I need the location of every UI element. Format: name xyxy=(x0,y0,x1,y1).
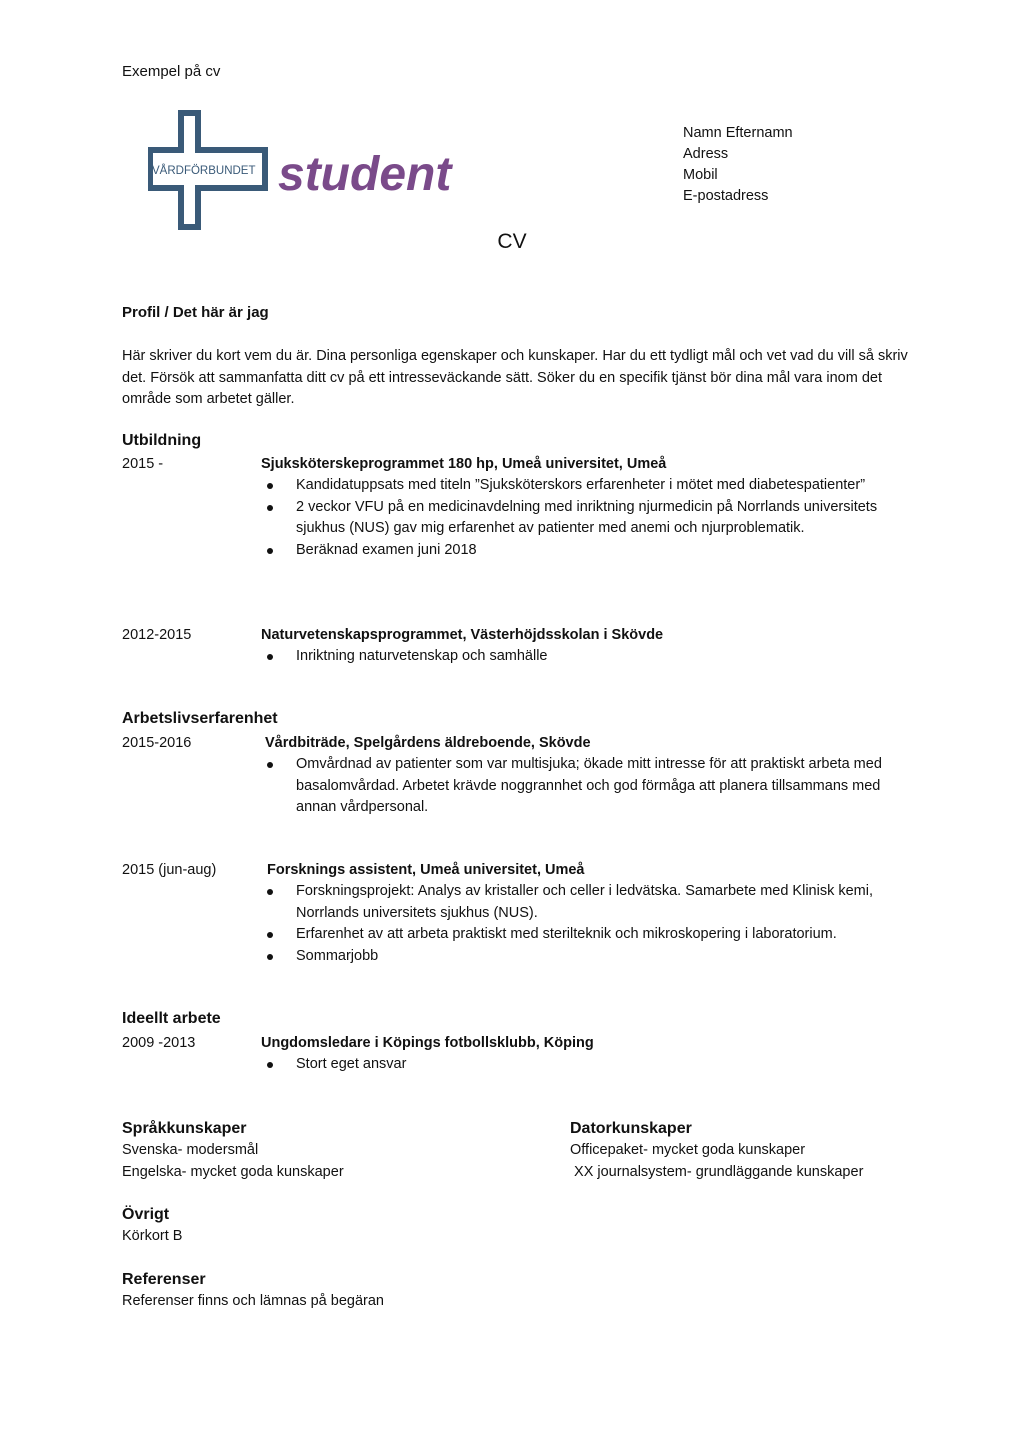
work-entry xyxy=(122,859,912,967)
bullet-icon xyxy=(267,548,273,554)
bullet-icon xyxy=(267,954,273,960)
entry-title: Sjuksköterskeprogrammet 180 hp, Umeå universitet, Umeå xyxy=(261,456,667,472)
list-item: Erfarenhet av att arbeta praktiskt med sterilteknik och mikroskopering i laboratorium. xyxy=(122,924,906,946)
work-entry xyxy=(122,732,912,819)
bullet-icon xyxy=(267,932,273,938)
list-item: Inriktning naturvetenskap och samhälle xyxy=(122,646,906,668)
list-item: Stort eget ansvar xyxy=(122,1054,906,1076)
education-entry xyxy=(122,453,912,561)
references-section xyxy=(122,1269,384,1313)
education-entry xyxy=(122,624,912,668)
list-item: Omvårdnad av patienter som var multisjuka; ökade mitt intresse för att praktiskt arbeta med basalomvårdad. Arbetet krävde noggrannhet och god förmåga att planera tillsammans med annan vårdpersonal. xyxy=(122,754,906,819)
languages-section xyxy=(122,1118,344,1183)
contact-address: Adress xyxy=(683,146,729,162)
education-heading: Utbildning xyxy=(122,432,202,449)
bullet-icon xyxy=(267,1062,273,1068)
entry-date: 2015-2016 xyxy=(122,735,192,751)
entry-date: 2015 - xyxy=(122,456,164,472)
work-heading: Arbetslivserfarenhet xyxy=(122,710,278,727)
entry-title: Vårdbiträde, Spelgårdens äldreboende, Skövde xyxy=(265,735,591,751)
computer-item: Officepaket- mycket goda kunskaper xyxy=(570,1142,806,1158)
logo-word: student xyxy=(278,148,452,201)
profile-heading: Profil / Det här är jag xyxy=(122,304,269,321)
bullet-icon xyxy=(267,654,273,660)
languages-heading: Språkkunskaper xyxy=(122,1120,247,1137)
language-item: Svenska- modersmål xyxy=(122,1142,259,1158)
list-item: Beräknad examen juni 2018 xyxy=(122,540,906,562)
other-text: Körkort B xyxy=(122,1228,183,1244)
list-item: 2 veckor VFU på en medicinavdelning med inriktning njurmedicin på Norrlands universitets sjukhus (NUS) gav mig erfarenhet av patienter med anemi och njurproblematik. xyxy=(122,497,906,540)
references-heading: Referenser xyxy=(122,1271,206,1288)
entry-title: Forsknings assistent, Umeå universitet, Umeå xyxy=(267,862,585,878)
bullet-icon xyxy=(267,762,273,768)
document-header-title: Exempel på cv xyxy=(122,63,221,80)
entry-title: Ungdomsledare i Köpings fotbollsklubb, Köping xyxy=(261,1035,594,1051)
references-text: Referenser finns och lämnas på begäran xyxy=(122,1293,384,1309)
other-section xyxy=(122,1204,182,1248)
list-item: Sommarjobb xyxy=(122,946,906,968)
vardforbundet-student-logo xyxy=(148,110,478,232)
contact-mobile: Mobil xyxy=(683,167,718,183)
other-heading: Övrigt xyxy=(122,1206,170,1223)
computer-item: XX journalsystem- grundläggande kunskaper xyxy=(570,1163,864,1180)
entry-date: 2009 -2013 xyxy=(122,1035,196,1051)
contact-name: Namn Efternamn xyxy=(683,125,793,141)
computer-section xyxy=(570,1118,863,1183)
logo-org-text: VÅRDFÖRBUNDET xyxy=(152,165,256,177)
list-item: Forskningsprojekt: Analys av kristaller och celler i ledvätska. Samarbete med Klinisk kemi, Norrlands universitets sjukhus (NUS). xyxy=(122,881,906,924)
list-item: Kandidatuppsats med titeln ”Sjuksköterskors erfarenheter i mötet med diabetespatienter” xyxy=(122,475,906,497)
volunteer-heading: Ideellt arbete xyxy=(122,1010,221,1027)
cv-title: CV xyxy=(497,230,527,253)
volunteer-entry xyxy=(122,1032,912,1076)
contact-email: E-postadress xyxy=(683,188,769,204)
profile-text: Här skriver du kort vem du är. Dina personliga egenskaper och kunskaper. Har du ett tydligt mål och vet vad du vill så skriv det. Försök att sammanfatta ditt cv på ett intresseväckande sätt. Söker du en specifik tjänst bör dina mål vara inom det område som arbetet gäller. xyxy=(122,348,908,407)
bullet-icon xyxy=(267,889,273,895)
computer-heading: Datorkunskaper xyxy=(570,1120,692,1137)
bullet-icon xyxy=(267,505,273,511)
logo-graphic xyxy=(148,110,478,232)
contact-block xyxy=(683,123,793,207)
entry-date: 2015 (jun-aug) xyxy=(122,862,217,878)
entry-title: Naturvetenskapsprogrammet, Västerhöjdsskolan i Skövde xyxy=(261,627,664,643)
language-item: Engelska- mycket goda kunskaper xyxy=(122,1163,344,1180)
entry-date: 2012-2015 xyxy=(122,627,192,643)
bullet-icon xyxy=(267,483,273,489)
